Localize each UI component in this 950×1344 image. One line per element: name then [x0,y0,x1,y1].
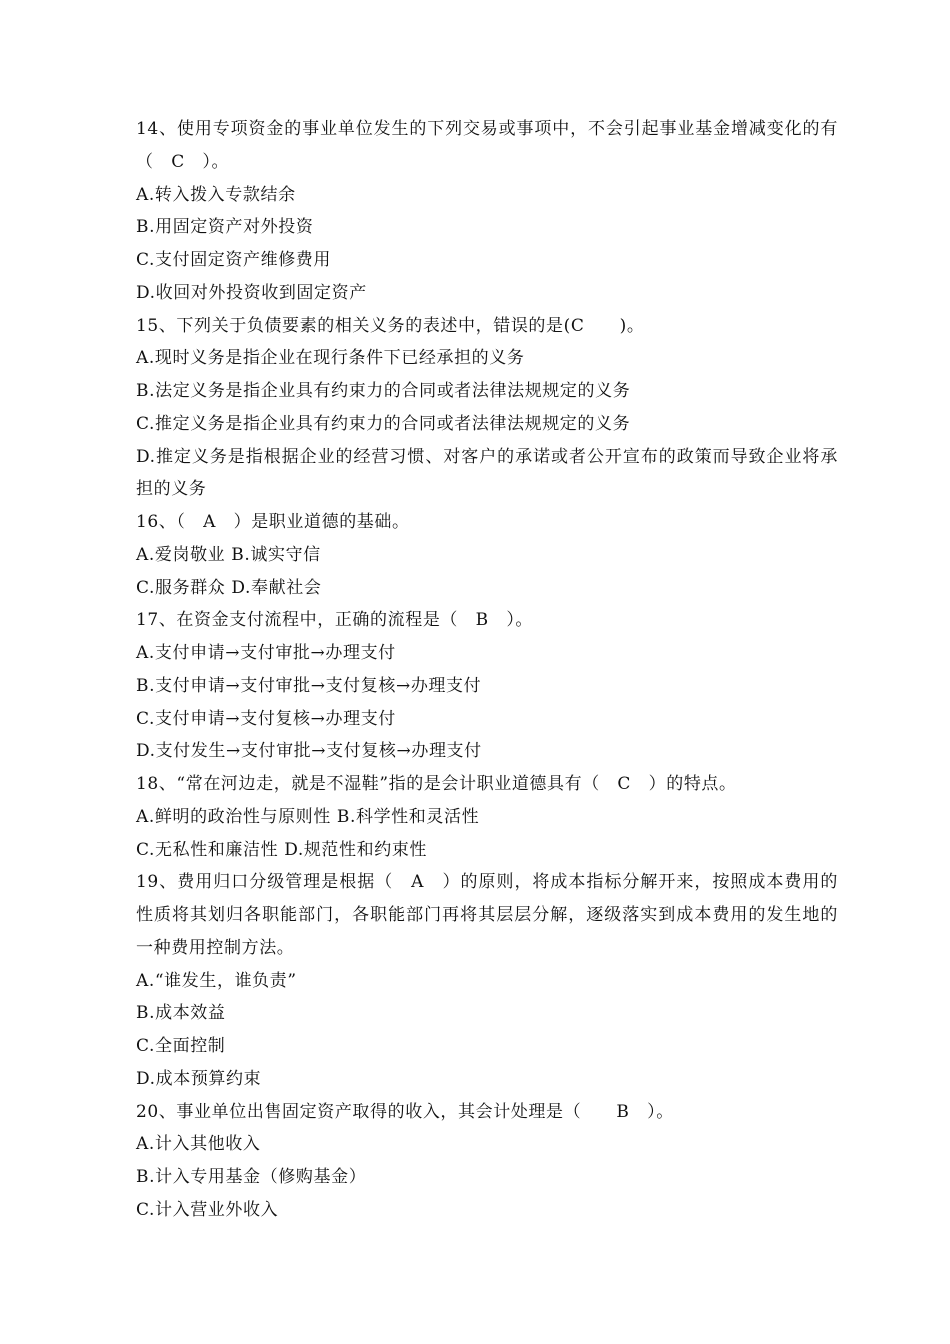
option-d: D.支付发生→支付审批→支付复核→办理支付 [136,741,482,762]
option-cd: C.服务群众 D.奉献社会 [136,577,322,598]
option-b: B.计入专用基金（修购基金） [136,1167,367,1187]
option-a: A.现时义务是指企业在现行条件下已经承担的义务 [136,348,525,369]
option-b: B.成本效益 [136,1003,226,1024]
question-stem: 15、下列关于负债要素的相关义务的表述中，错误的是(C )。 [136,315,645,336]
option-cd: C.无私性和廉洁性 D.规范性和约束性 [136,839,428,860]
option-c: C.计入营业外收入 [136,1199,279,1220]
question-15 [136,310,838,507]
question-17 [136,604,838,768]
option-c: C.支付申请→支付复核→办理支付 [136,708,396,729]
option-a: A.“谁发生，谁负责” [136,970,297,991]
option-c: C.推定义务是指企业具有约束力的合同或者法律法规规定的义务 [136,413,631,434]
question-stem: 14、使用专项资金的事业单位发生的下列交易或事项中，不会引起事业基金增减变化的有（ C ）。 [136,119,838,172]
option-ab: A.爱岗敬业 B.诚实守信 [136,544,321,565]
option-d: D.收回对外投资收到固定资产 [136,282,367,303]
option-a: A.支付申请→支付审批→办理支付 [136,643,396,663]
option-a: A.计入其他收入 [136,1134,261,1155]
option-c: C.支付固定资产维修费用 [136,250,332,270]
option-c: C.全面控制 [136,1036,226,1056]
option-b: B.支付申请→支付审批→支付复核→办理支付 [136,675,482,696]
option-d: D.推定义务是指根据企业的经营习惯、对客户的承诺或者公开宣布的政策而导致企业将承担的义务 [136,446,838,500]
option-b: B.用固定资产对外投资 [136,217,314,238]
option-ab: A.鲜明的政治性与原则性 B.科学性和灵活性 [136,806,480,827]
option-b: B.法定义务是指企业具有约束力的合同或者法律法规规定的义务 [136,381,631,401]
question-16 [136,506,838,604]
question-14 [136,113,838,310]
question-list [136,113,838,1227]
option-a: A.转入拨入专款结余 [136,184,296,205]
option-d: D.成本预算约束 [136,1068,262,1089]
question-18 [136,768,838,866]
question-stem: 20、事业单位出售固定资产取得的收入，其会计处理是（ B ）。 [136,1101,674,1122]
question-stem: 18、“常在河边走，就是不湿鞋”指的是会计职业道德具有（ C ）的特点。 [136,774,737,794]
question-stem: 17、在资金支付流程中，正确的流程是（ B ）。 [136,610,534,631]
question-20 [136,1096,838,1227]
question-stem: 19、费用归口分级管理是根据（ A ）的原则，将成本指标分解开来，按照成本费用的性质将其划归各职能部门，各职能部门再将其层层分解，逐级落实到成本费用的发生地的一种费用控制方法。 [136,872,838,958]
question-19 [136,866,838,1095]
question-stem: 16、（ A ）是职业道德的基础。 [136,512,410,532]
